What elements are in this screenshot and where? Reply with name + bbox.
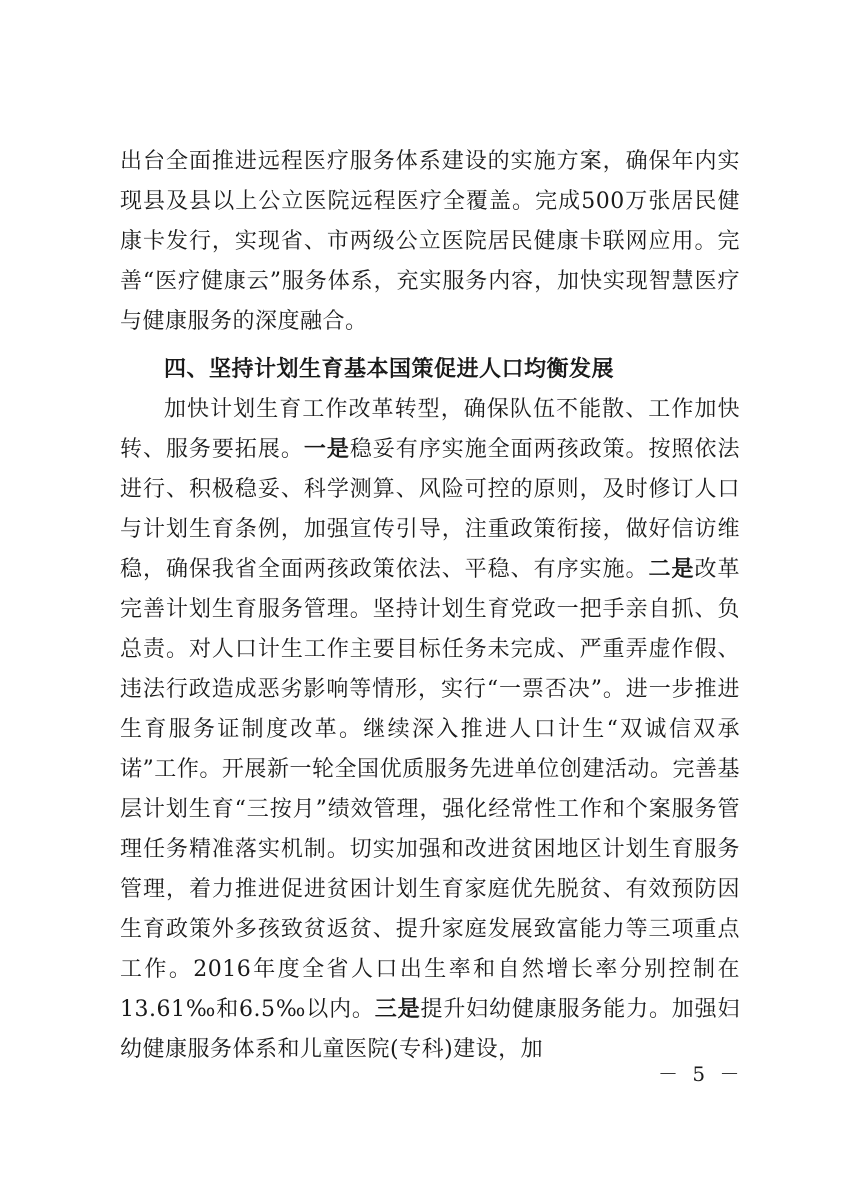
paragraph-intro: 加快计划生育工作改革转型，确保队伍不能散、工作加快转、服务要拓展。 [120, 397, 740, 462]
section-heading: 四、坚持计划生育基本国策促进人口均衡发展 [164, 357, 615, 382]
page-number: － 5 － [658, 1062, 744, 1086]
point-label: 二是 [648, 557, 695, 582]
body-paragraph: 出台全面推进远程医疗服务体系建设的实施方案，确保年内实现县及县以上公立医院远程医疗全覆盖。完成500万张居民健康卡发行，实现省、市两级公立医院居民健康卡联网应用。完善“医疗健康云”服务体系，充实服务内容，加快实现智慧医疗与健康服务的深度融合。 [120, 149, 740, 334]
point-text: 改革完善计划生育服务管理。坚持计划生育党政一把手亲自抓、负总责。对人口计生工作主要目标任务未完成、严重弄虚作假、违法行政造成恶劣影响等情形，实行“一票否决”。进一步推进生育服务证制度改革。继续深入推进人口计生“双诚信双承诺”工作。开展新一轮全国优质服务先进单位创建活动。完善基层计划生育“三按月”绩效管理，强化经常性工作和个案服务管理任务精准落实机制。切实加强和改进贫困地区计划生育服务管理，着力推进促进贫困计划生育家庭优先脱贫、有效预防因生育政策外多孩致贫返贫、提升家庭发展致富能力等三项重点工作。2016年度全省人口出生率和自然增长率分别控制在13.61‰和6.5‰以内。 [120, 557, 740, 1022]
point-text: 提升妇幼健康服务能力。加强妇幼健康服务体系和儿童医院(专科)建设，加 [120, 997, 740, 1062]
point-text: 稳妥有序实施全面两孩政策。按照依法进行、积极稳妥、科学测算、风险可控的原则，及时修订人口与计划生育条例，加强宣传引导，注重政策衔接，做好信访维稳，确保我省全面两孩政策依法、平稳、有序实施。 [120, 437, 740, 582]
point-label: 三是 [374, 997, 421, 1022]
point-label: 一是 [303, 437, 350, 462]
body-paragraph [120, 390, 740, 1070]
